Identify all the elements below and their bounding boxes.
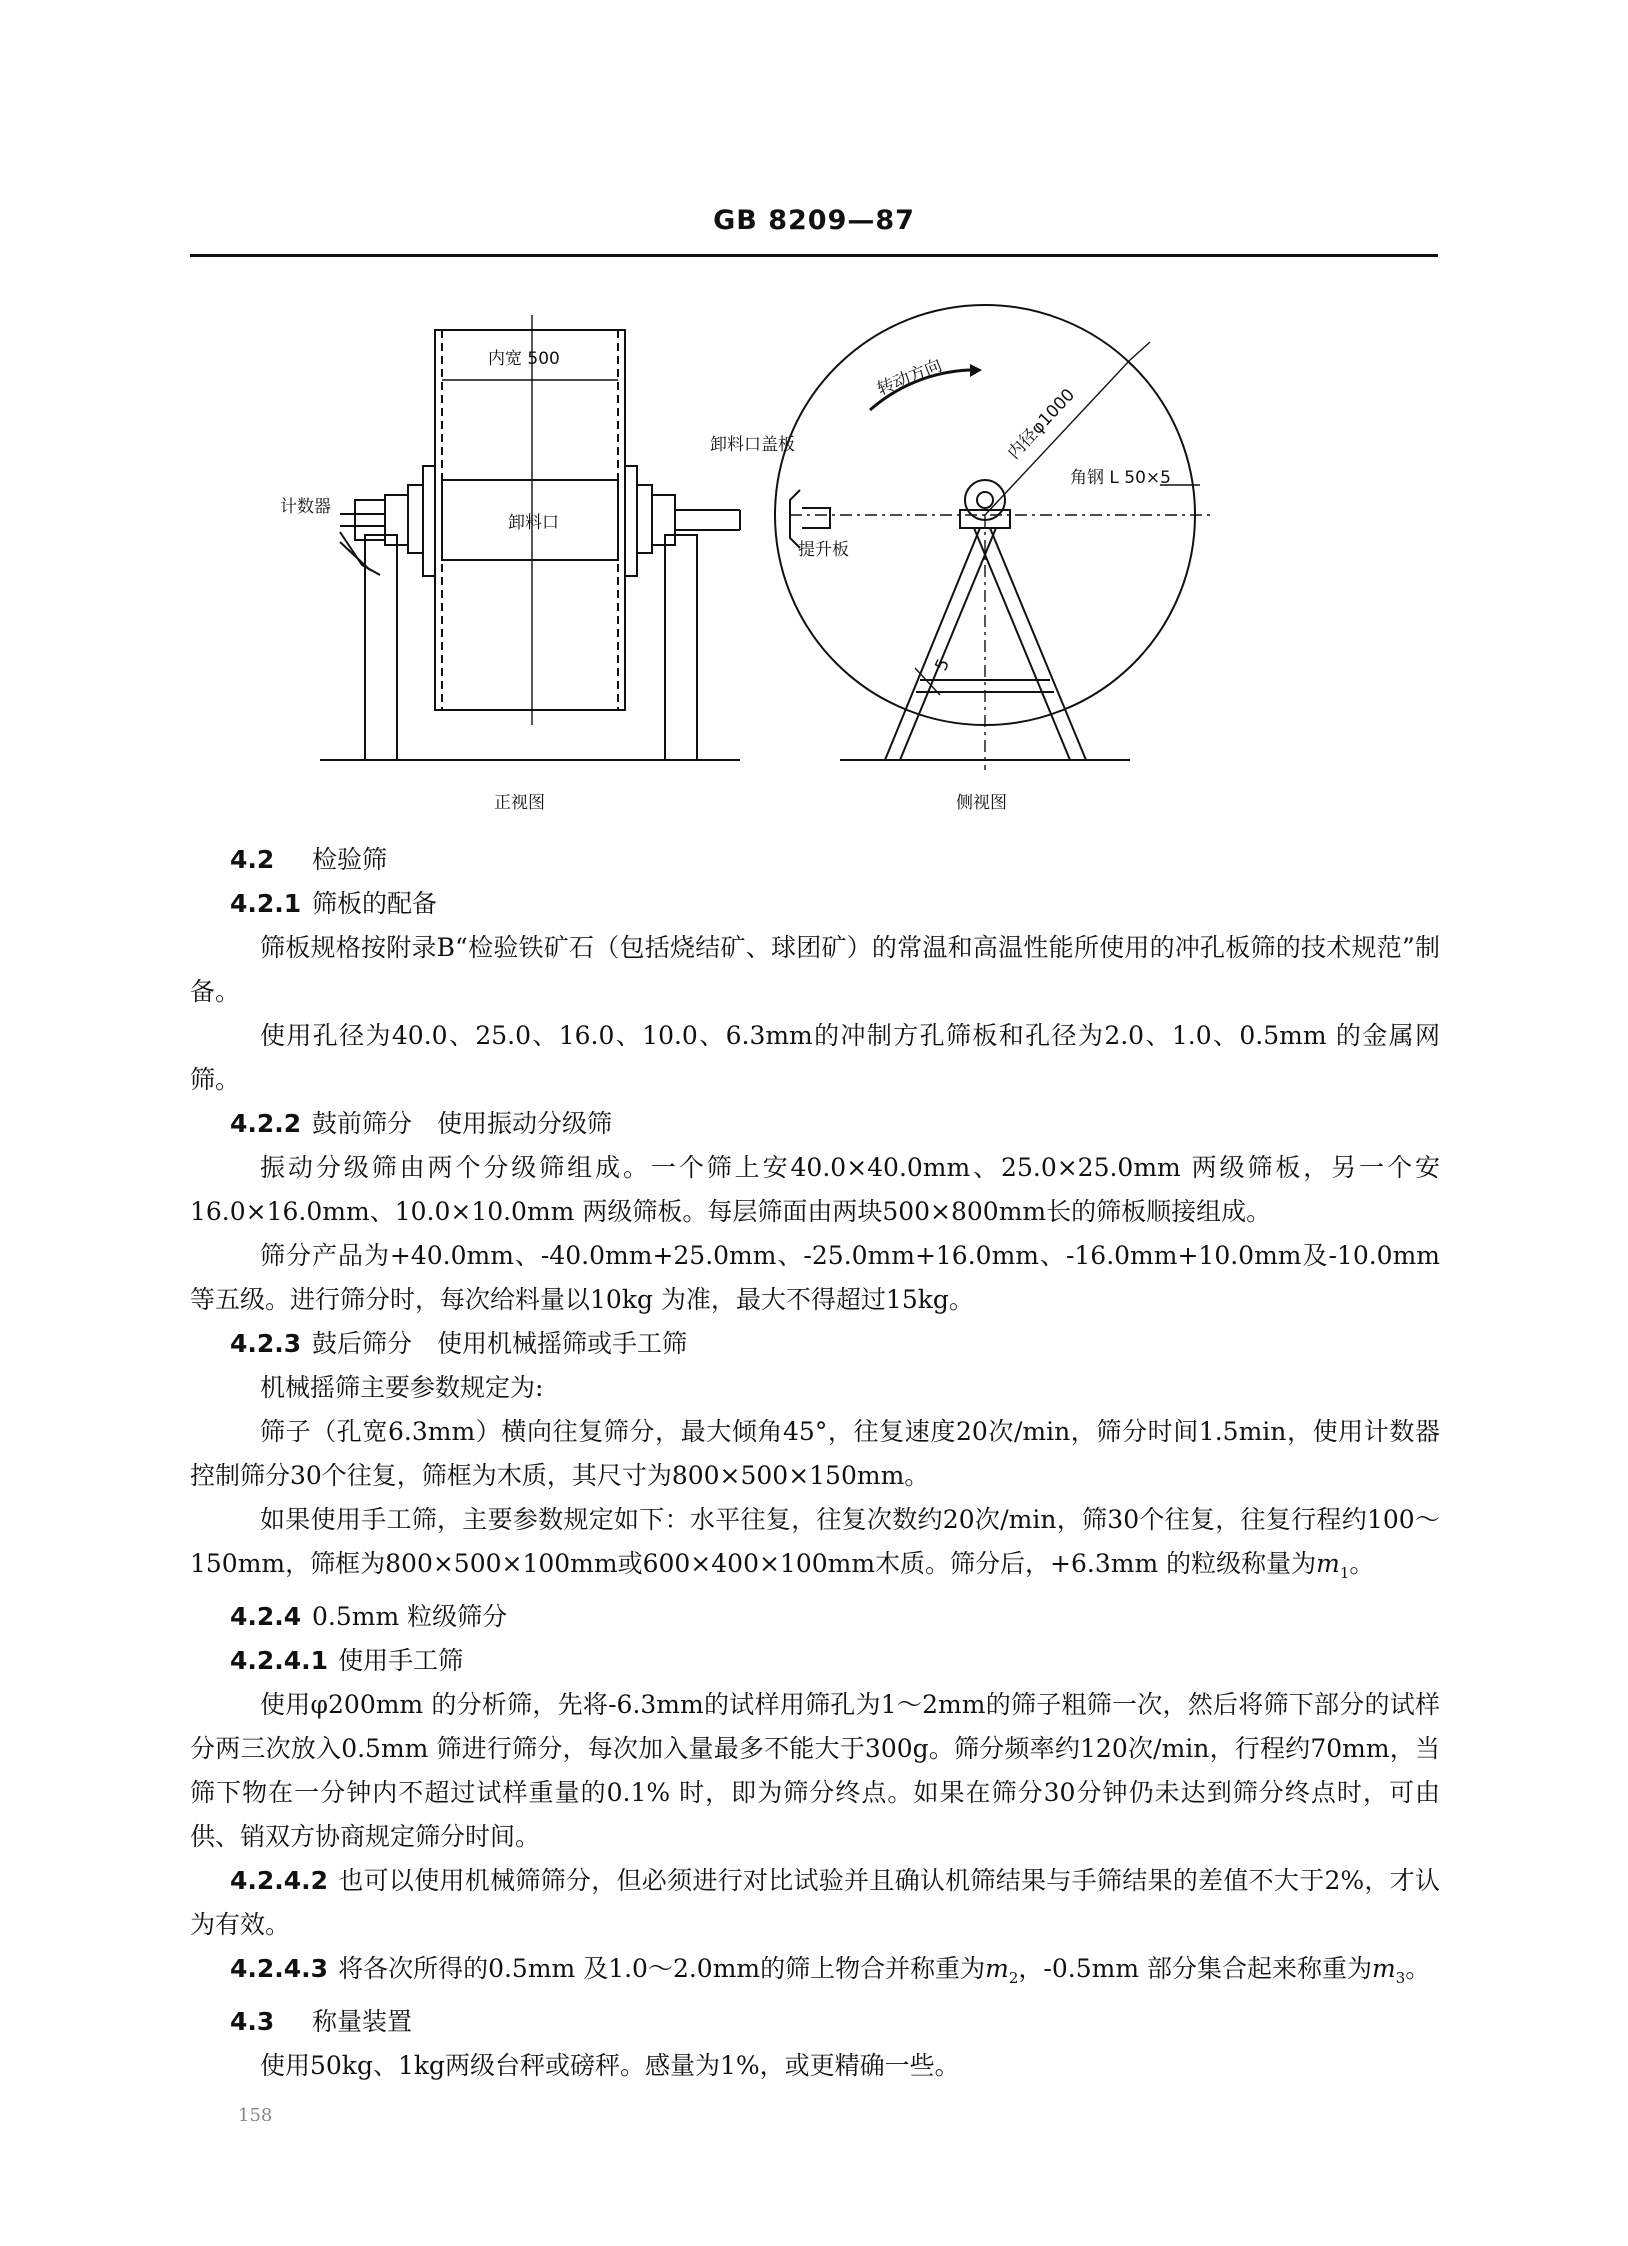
label-rotation: 转动方向	[874, 355, 945, 400]
para-4-2-2-b: 筛分产品为+40.0mm、-40.0mm+25.0mm、-25.0mm+16.0mm、-16.0mm+10.0mm及-10.0mm 等五级。进行筛分时，每次给料量以10kg 为准，最大不得超过15kg。	[190, 1241, 1440, 1314]
standard-header: GB 8209—87	[713, 205, 915, 236]
para-4-2-3-a: 机械摇筛主要参数规定为:	[260, 1373, 544, 1402]
para-4-2-1-b: 使用孔径为40.0、25.0、16.0、10.0、6.3mm的冲制方孔筛板和孔径为2.0、1.0、0.5mm 的金属网筛。	[190, 1021, 1440, 1094]
label-cover-plate: 卸料口盖板	[710, 435, 795, 455]
label-lifter: 提升板	[798, 540, 849, 560]
section-4-2-2: 4.2.2 鼓前筛分 使用振动分级筛	[230, 1109, 613, 1138]
header-rule	[190, 254, 1438, 257]
page-number: 158	[238, 2105, 273, 2126]
document-body	[190, 838, 1440, 2088]
front-right-stand	[665, 535, 697, 760]
section-4-2: 4.2 检验筛	[230, 845, 388, 874]
para-4-2-4-2: 4.2.4.2 也可以使用机械筛筛分，但必须进行对比试验并且确认机筛结果与手筛结果的差值不大于2%，才认为有效。	[190, 1866, 1440, 1939]
label-angle-steel: 角钢 L 50×5	[1070, 468, 1171, 488]
label-discharge-port: 卸料口	[508, 513, 559, 533]
label-dim-5: 5	[931, 655, 955, 675]
para-4-2-4-3: 4.2.4.3 将各次所得的0.5mm 及1.0～2.0mm的筛上物合并称重为$m_2$，-0.5mm 部分集合起来称重为$m_3$。	[230, 1954, 1431, 1987]
label-inner-diameter: 内径φ1000	[1004, 385, 1080, 464]
para-4-2-2-a: 振动分级筛由两个分级筛组成。一个筛上安40.0×40.0mm、25.0×25.0mm 两级筛板，另一个安16.0×16.0mm、10.0×10.0mm 两级筛板。每层筛面由两块500×800mm长的筛板顺接组成。	[190, 1153, 1440, 1226]
para-4-2-1-a: 筛板规格按附录B“检验铁矿石（包括烧结矿、球团矿）的常温和高温性能所使用的冲孔板筛的技术规范”制备。	[190, 933, 1440, 1006]
caption-side-view: 侧视图	[956, 793, 1007, 813]
section-4-2-4-1: 4.2.4.1 使用手工筛	[230, 1646, 464, 1675]
label-counter: 计数器	[280, 497, 331, 517]
section-4-2-3: 4.2.3 鼓后筛分 使用机械摇筛或手工筛	[230, 1329, 688, 1358]
caption-front-view: 正视图	[494, 793, 545, 813]
para-4-2-3-b: 筛子（孔宽6.3mm）横向往复筛分，最大倾角45°，往复速度20次/min，筛分时间1.5min，使用计数器控制筛分30个往复，筛框为木质，其尺寸为800×500×150mm。	[190, 1417, 1440, 1490]
drum-figure	[280, 300, 1240, 820]
para-4-2-3-c: 如果使用手工筛，主要参数规定如下：水平往复，往复次数约20次/min，筛30个往复，往复行程约100～150mm，筛框为800×500×100mm或600×400×100mm木质。筛分后，+6.3mm 的粒级称量为$m_1$。	[190, 1505, 1440, 1582]
section-4-2-1: 4.2.1 筛板的配备	[230, 889, 438, 918]
section-4-2-4: 4.2.4 0.5mm 粒级筛分	[230, 1602, 508, 1631]
para-4-3: 使用50kg、1kg两级台秤或磅秤。感量为1%，或更精确一些。	[260, 2051, 960, 2080]
section-4-3: 4.3 称量装置	[230, 2007, 413, 2036]
para-4-2-4-1: 使用φ200mm 的分析筛，先将-6.3mm的试样用筛孔为1～2mm的筛子粗筛一次，然后将筛下部分的试样分两三次放入0.5mm 筛进行筛分，每次加入量最多不能大于300g。筛分频率约120次/min，行程约70mm，当筛下物在一分钟内不超过试样重量的0.1% 时，即为筛分终点。如果在筛分30分钟仍未达到筛分终点时，可由供、销双方协商规定筛分时间。	[190, 1690, 1440, 1851]
label-inner-width: 内宽 500	[488, 349, 560, 369]
lifter-plate	[802, 508, 830, 528]
